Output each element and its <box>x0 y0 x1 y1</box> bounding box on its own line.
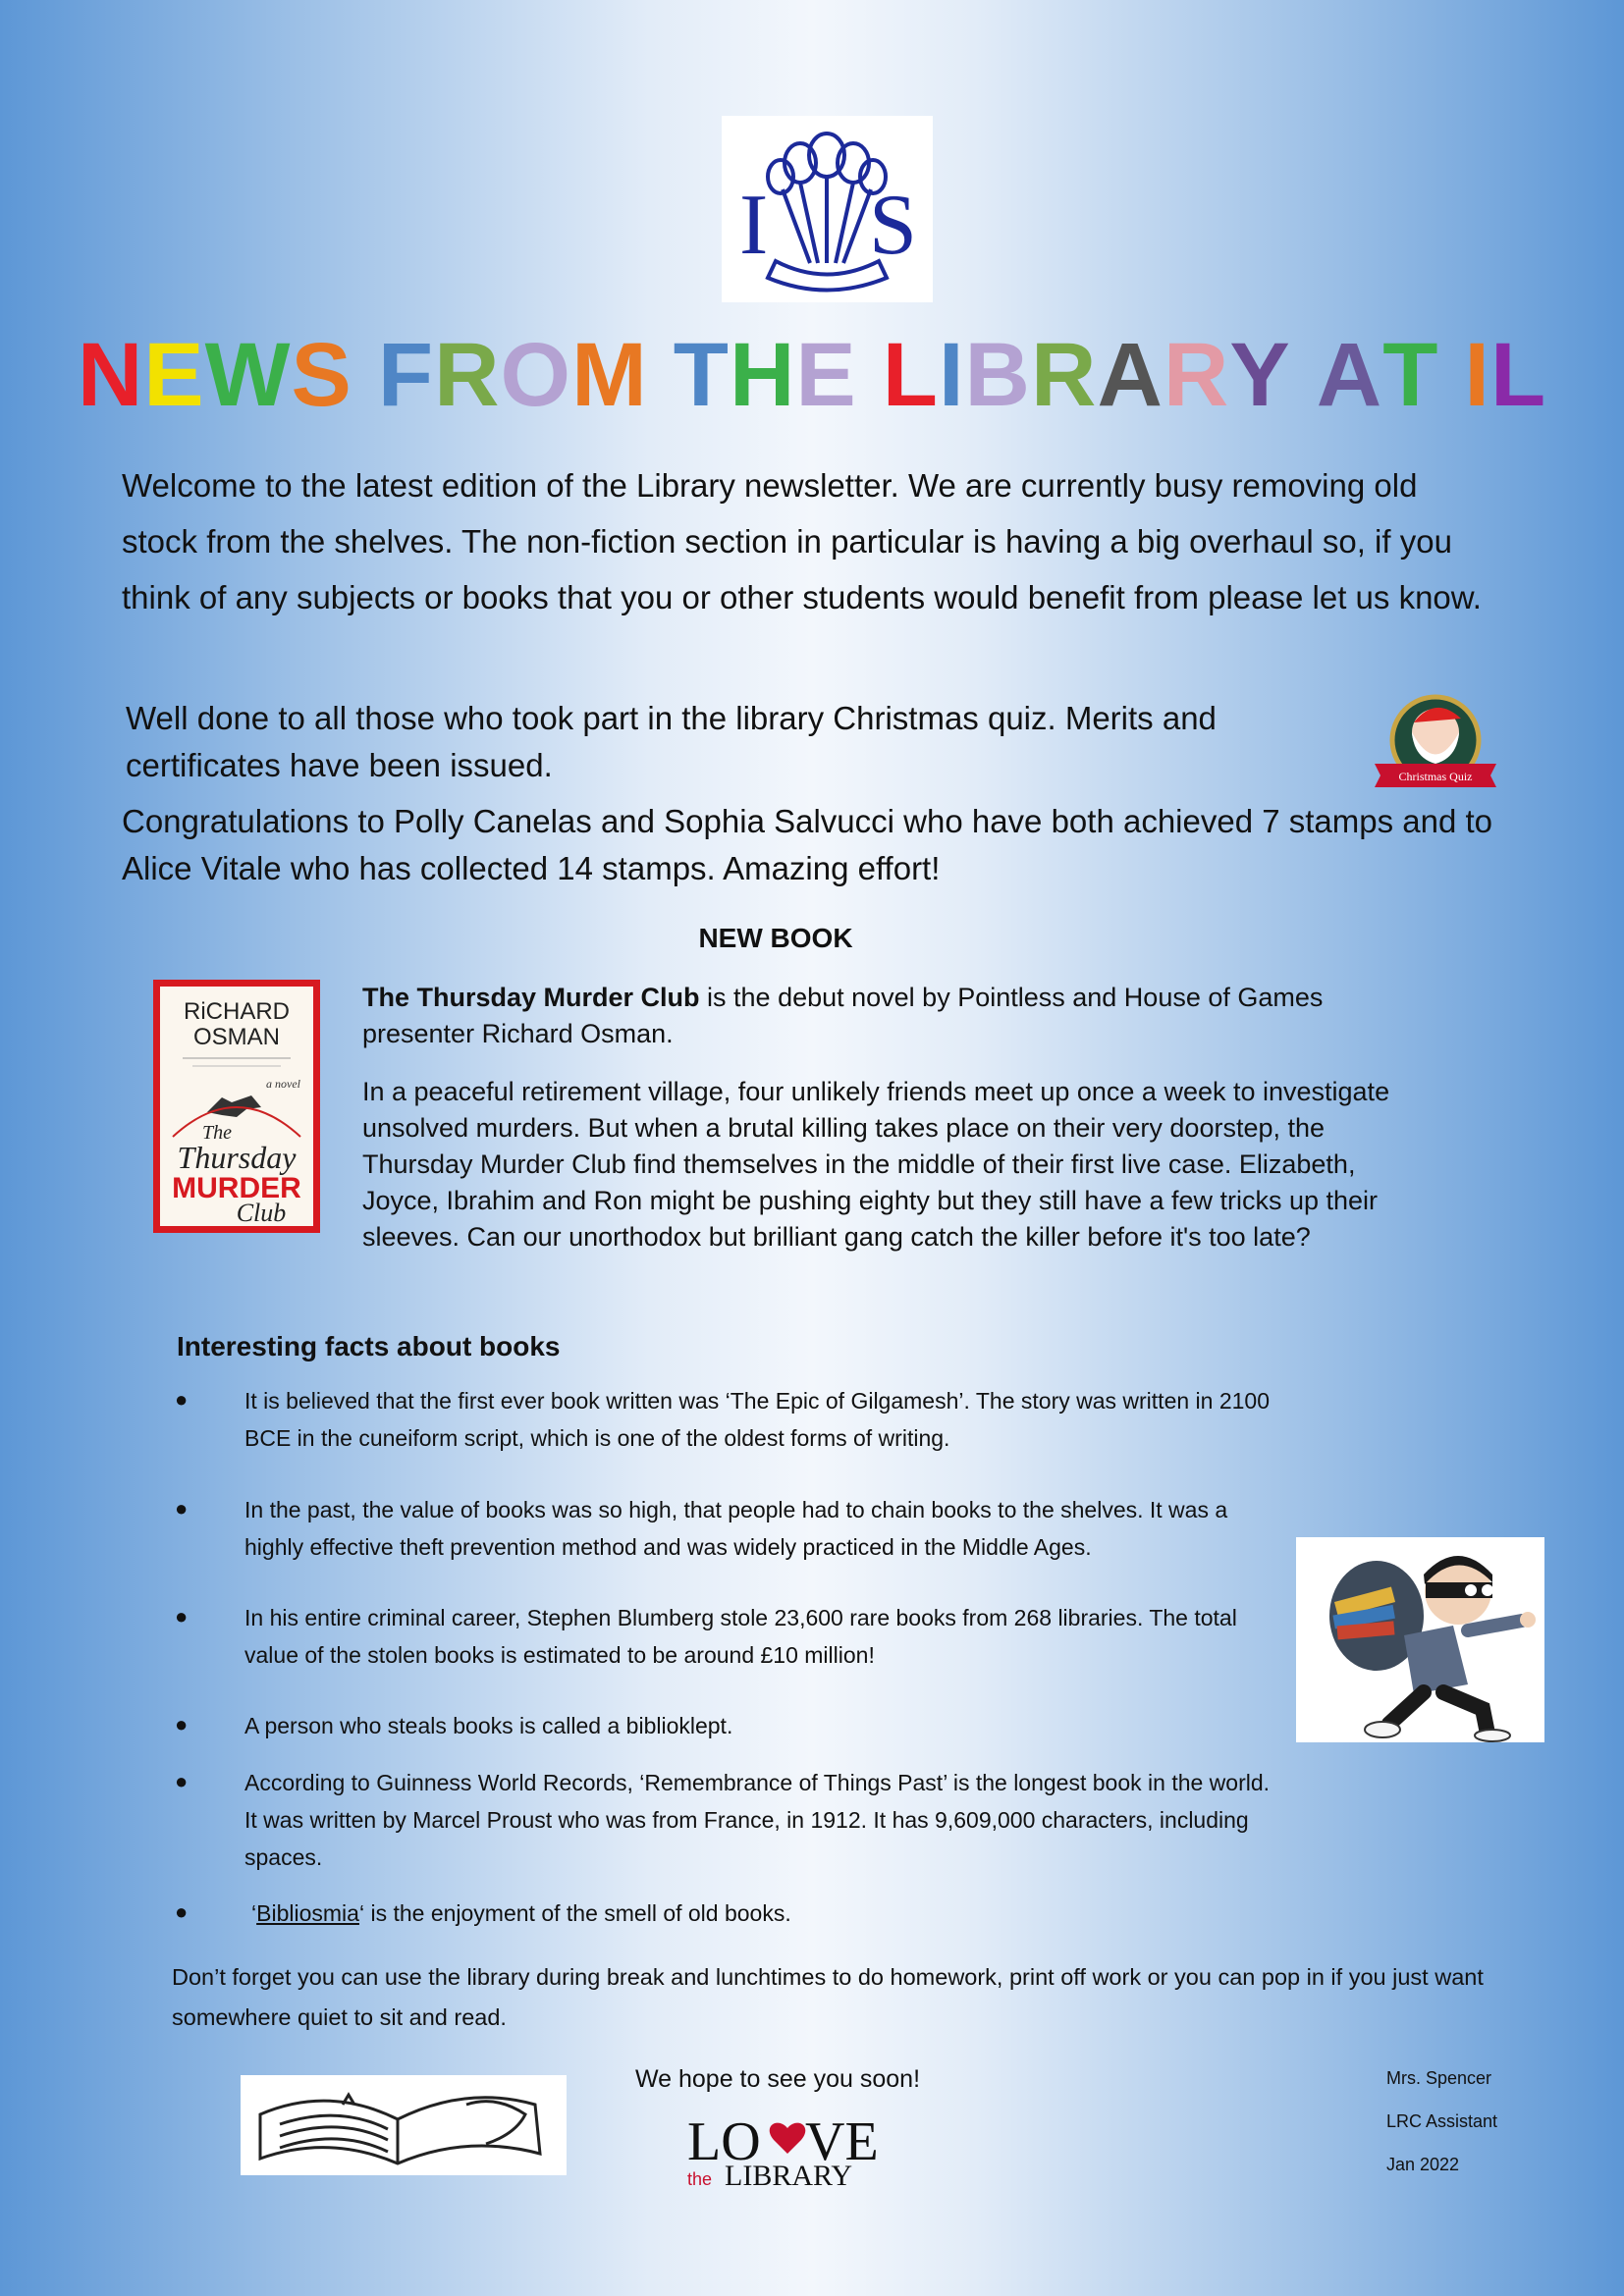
bullet-icon: ● <box>175 1496 189 1521</box>
title-letter: A <box>1316 325 1383 425</box>
book-thief-illustration <box>1296 1537 1544 1742</box>
bullet-icon: ● <box>175 1899 189 1924</box>
cover-title-thursday: Thursday <box>177 1140 297 1175</box>
love-logo-the: the <box>687 2169 713 2189</box>
fact-item <box>251 1895 1292 1932</box>
newsletter-title <box>0 324 1624 427</box>
logo-letter-i: I <box>739 178 769 273</box>
christmas-quiz-badge <box>1367 693 1504 801</box>
stamps-paragraph: Congratulations to Polly Canelas and Sophia Salvucci who have both achieved 7 stamps and to Alice Vitale who has collected 14 stamps. Amazing effort! <box>122 803 1493 886</box>
title-letter: N <box>77 325 144 425</box>
quiz-paragraph: Well done to all those who took part in the library Christmas quiz. Merits and certificates have been issued. <box>126 700 1217 783</box>
fact-text: ‘ is the enjoyment of the smell of old books. <box>358 1900 791 1926</box>
title-letter: I <box>1464 325 1490 425</box>
title-letter: I <box>938 325 965 425</box>
signature-date: Jan 2022 <box>1386 2155 1460 2174</box>
title-letter: S <box>291 325 352 425</box>
fact-item: In the past, the value of books was so high, that people had to chain books to the shelves. It was a highly effective theft prevention method and was widely practiced in the Middle Ages. <box>244 1497 1228 1560</box>
signature-role: LRC Assistant <box>1386 2111 1498 2131</box>
title-letter: H <box>729 325 796 425</box>
school-crest-logo <box>722 116 933 302</box>
hope-message: We hope to see you soon! <box>635 2065 921 2093</box>
love-logo-ve: VE <box>805 2111 879 2172</box>
fact-item: According to Guinness World Records, ‘Remembrance of Things Past’ is the longest book in the world. It was written by Marcel Proust who was from France, in 1912. It has 9,609,000 characters, including spaces. <box>244 1770 1271 1870</box>
fact-quote-open: ‘ <box>251 1900 257 1926</box>
love-the-library-logo <box>687 2110 903 2189</box>
title-letter: A <box>1097 325 1164 425</box>
book-synopsis: In a peaceful retirement village, four unlikely friends meet up once a week to investigate unsolved murders. But when a brutal killing takes place on their very doorstep, the Thursday Murder Club find themselves in the middle of their first live case. Elizabeth, Joyce, Ibrahim and Ron might be pushing eighty but they still have a few tricks up their sleeves. Can our unorthodox but brilliant gang catch the killer before it's too late? <box>362 1077 1390 1252</box>
cover-title-the: The <box>202 1122 232 1144</box>
intro-paragraph: Welcome to the latest edition of the Library newsletter. We are currently busy removing old stock from the shelves. The non-fiction section in particular is having a big overhaul so, if you think of any subjects or books that you or other students would benefit from please let us know. <box>122 467 1482 615</box>
facts-heading: Interesting facts about books <box>177 1331 561 1362</box>
fact-item: A person who steals books is called a biblioklept. <box>244 1713 733 1738</box>
bullet-icon: ● <box>175 1604 189 1629</box>
title-letter: Y <box>1229 325 1291 425</box>
fact-item: It is believed that the first ever book written was ‘The Epic of Gilgamesh’. The story was written in 2100 BCE in the cuneiform script, which is one of the oldest forms of writing. <box>244 1388 1270 1451</box>
cover-author-last: OSMAN <box>192 1024 281 1050</box>
cover-title-murder: MURDER <box>172 1172 301 1204</box>
quiz-badge-label: Christmas Quiz <box>1398 770 1473 783</box>
open-book-icon <box>241 2075 567 2175</box>
title-letter: M <box>571 325 648 425</box>
bullet-icon: ● <box>175 1769 189 1793</box>
title-letter: O <box>500 325 572 425</box>
love-logo-lo: LO <box>687 2111 761 2172</box>
bullet-icon: ● <box>175 1387 189 1412</box>
title-letter: R <box>1031 325 1098 425</box>
title-letter: T <box>1382 325 1439 425</box>
book-intro-paragraph <box>362 980 1393 1052</box>
title-letter: L <box>1489 325 1547 425</box>
cover-title-club: Club <box>236 1199 287 1227</box>
title-letter: F <box>377 325 435 425</box>
cover-tag: a novel <box>266 1077 300 1091</box>
bibliosmia-word: Bibliosmia <box>256 1900 359 1926</box>
title-letter: E <box>795 325 857 425</box>
title-letter: R <box>1163 325 1230 425</box>
new-book-heading: NEW BOOK <box>698 923 853 953</box>
title-letter: L <box>882 325 939 425</box>
library-reminder-text: Don’t forget you can use the library during break and lunchtimes to do homework, print off work or you can pop in if you just want somewhere quiet to sit and read. <box>172 1964 1484 2030</box>
bullet-icon: ● <box>175 1712 189 1736</box>
book-title: The Thursday Murder Club <box>362 983 700 1012</box>
title-letter: B <box>964 325 1031 425</box>
book-intro-text: is the debut novel by Pointless and House of Games presenter Richard Osman. <box>362 983 1324 1048</box>
logo-letter-s: S <box>869 178 917 273</box>
title-letter: R <box>434 325 501 425</box>
fact-item: In his entire criminal career, Stephen Blumberg stole 23,600 rare books from 268 libraries. The total value of the stolen books is estimated to be around £10 million! <box>244 1605 1237 1668</box>
cover-author-first: RiCHARD <box>184 998 290 1025</box>
title-letter: T <box>673 325 730 425</box>
book-cover-image <box>153 980 320 1233</box>
love-logo-library: LIBRARY <box>725 2160 853 2189</box>
title-letter: E <box>143 325 205 425</box>
title-letter: W <box>204 325 292 425</box>
signature-name: Mrs. Spencer <box>1386 2068 1492 2088</box>
